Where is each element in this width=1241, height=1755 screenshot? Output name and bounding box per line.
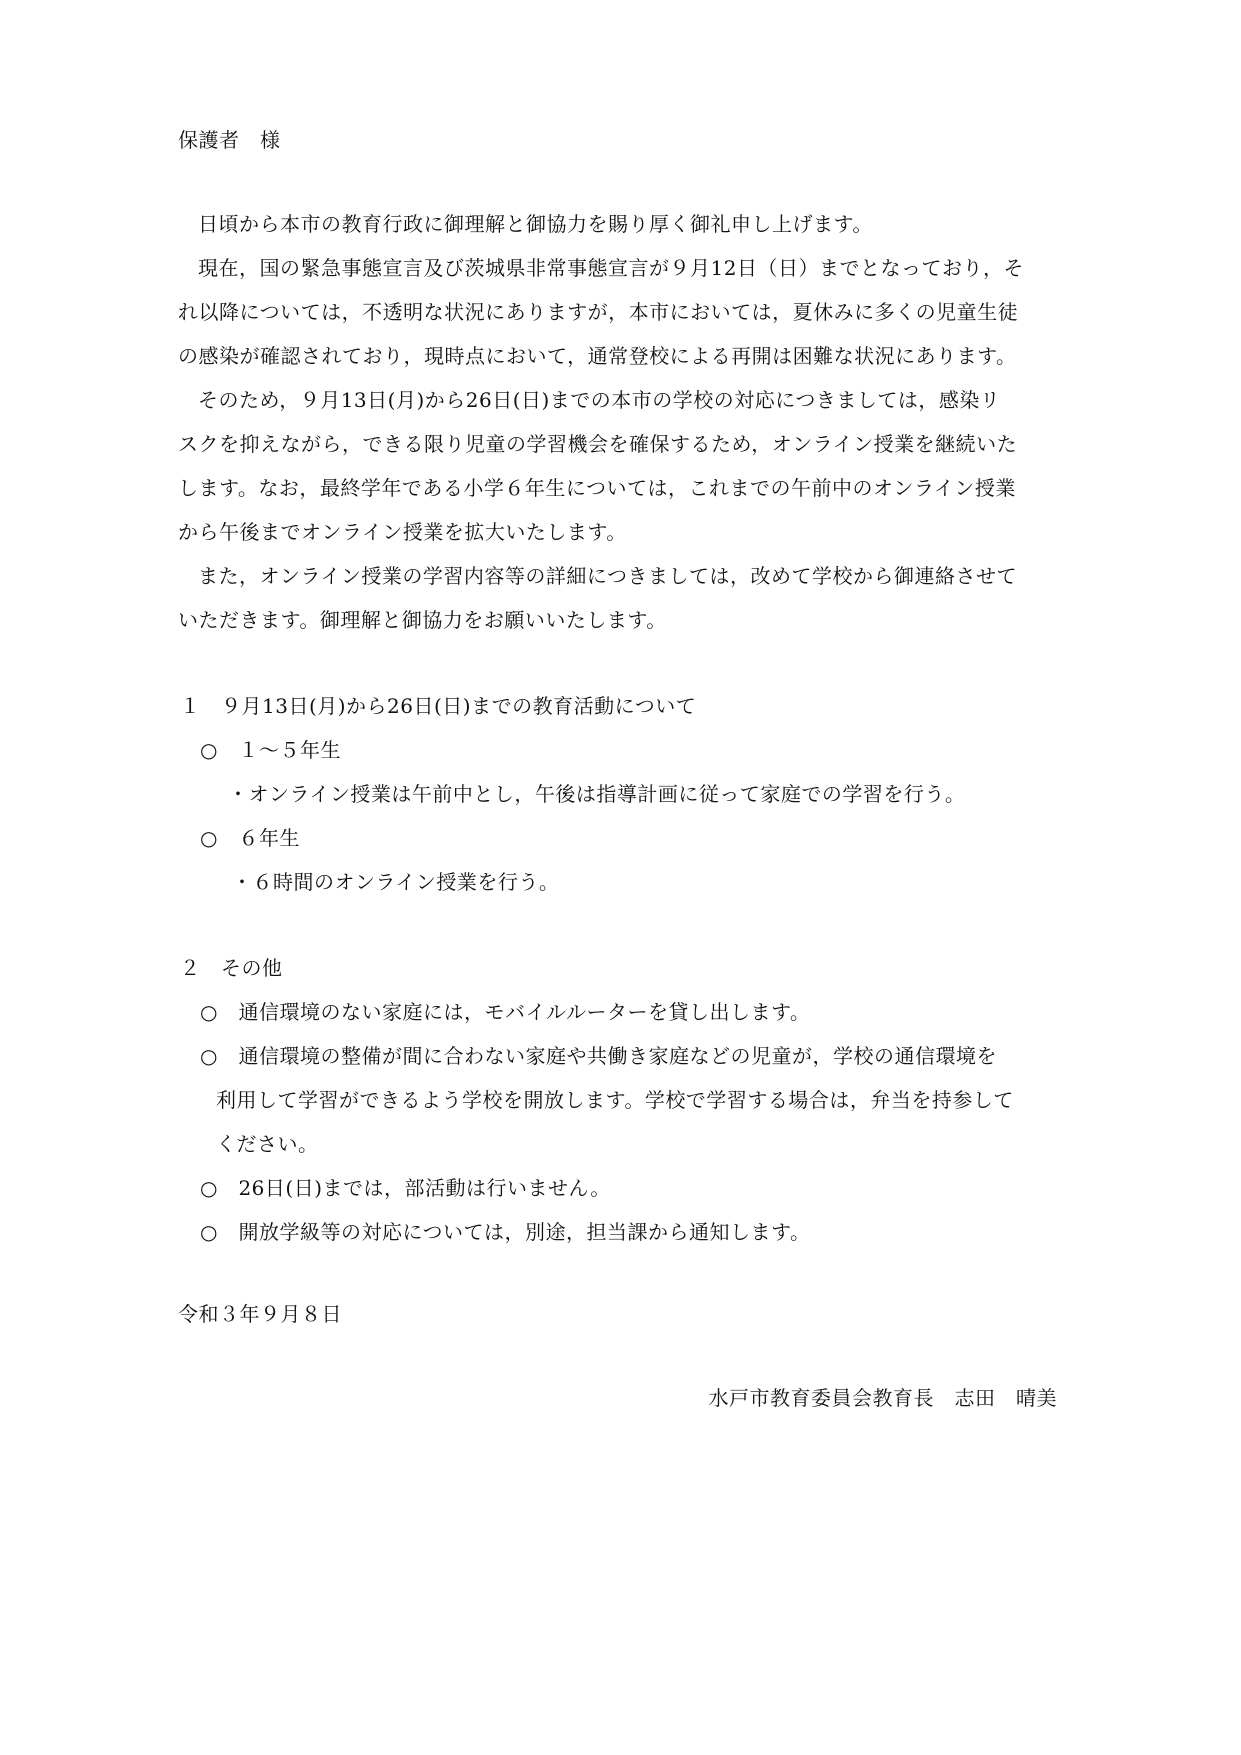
section-2-item-router: ○ 通信環境のない家庭には，モバイルルーターを貸し出します。 — [200, 1000, 811, 1024]
paragraph-response-line-4: から午後までオンライン授業を拡大いたします。 — [178, 520, 627, 544]
paragraph-response-line-2: スクを抑えながら，できる限り児童の学習機会を確保するため，オンライン授業を継続いた — [178, 432, 1018, 456]
paragraph-response-line-1: そのため，９月13日(月)から26日(日)までの本市の学校の対応につきましては，感染リ — [198, 388, 1001, 412]
section-1-item-grade-6: ○ ６年生 — [200, 826, 300, 850]
paragraph-greeting: 日頃から本市の教育行政に御理解と御協力を賜り厚く御礼申し上げます。 — [198, 212, 873, 236]
paragraph-situation-line-2: れ以降については，不透明な状況にありますが，本市においては，夏休みに多くの児童生徒 — [178, 300, 1019, 324]
paragraph-response-line-3: します。なお，最終学年である小学６年生については，これまでの午前中のオンライン授業 — [178, 476, 1016, 500]
signature: 水戸市教育委員会教育長 志田 晴美 — [708, 1386, 1057, 1410]
section-2-item-school-open-line-2: 利用して学習ができるよう学校を開放します。学校で学習する場合は，弁当を持参して — [216, 1088, 1014, 1112]
section-2-heading: ２ その他 — [180, 956, 283, 980]
paragraph-situation-line-1: 現在，国の緊急事態宣言及び茨城県非常事態宣言が９月12日（日）までとなっており，そ — [198, 256, 1024, 280]
section-2-item-club-activities: ○ 26日(日)までは，部活動は行いません。 — [200, 1176, 611, 1200]
section-1-item-grades-1-5: ○ １～５年生 — [200, 738, 341, 762]
section-2-item-school-open-line-1: ○ 通信環境の整備が間に合わない家庭や共働き家庭などの児童が，学校の通信環境を — [200, 1044, 997, 1068]
paragraph-details-line-1: また，オンライン授業の学習内容等の詳細につきましては，改めて学校から御連絡させて — [198, 564, 1017, 588]
section-1-item-grade-6-detail: ・６時間のオンライン授業を行う。 — [232, 870, 560, 894]
paragraph-situation-line-3: の感染が確認されており，現時点において，通常登校による再開は困難な状況にあります。 — [178, 344, 1017, 368]
salutation: 保護者 様 — [178, 128, 281, 152]
section-1-item-grades-1-5-detail: ・オンライン授業は午前中とし，午後は指導計画に従って家庭での学習を行う。 — [228, 782, 966, 806]
section-2-item-open-classes: ○ 開放学級等の対応については，別途，担当課から通知します。 — [200, 1220, 811, 1244]
section-2-item-school-open-line-3: ください。 — [216, 1132, 319, 1156]
letter-date: 令和３年９月８日 — [178, 1302, 342, 1326]
section-1-heading: １ ９月13日(月)から26日(日)までの教育活動について — [180, 694, 697, 718]
paragraph-details-line-2: いただきます。御理解と御協力をお願いいたします。 — [178, 608, 667, 632]
